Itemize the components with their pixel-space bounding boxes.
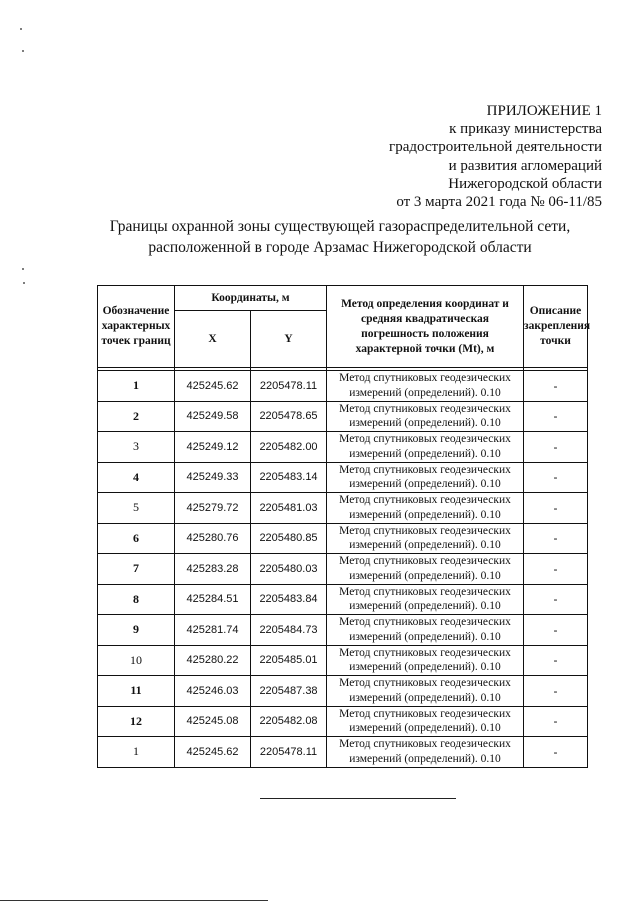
- method-cell: [327, 462, 524, 493]
- appendix-header: [342, 102, 602, 211]
- coord-y: 2205482.08: [251, 706, 327, 737]
- method-cell: [327, 676, 524, 707]
- coordinates-table: [97, 285, 591, 768]
- method-line: измерений (определений). 0.10: [349, 447, 501, 460]
- table-row: [98, 645, 588, 676]
- method-line: Метод спутниковых геодезических: [339, 646, 511, 659]
- bottom-edge-rule: [0, 900, 268, 901]
- method-line: Метод спутниковых геодезических: [339, 555, 511, 568]
- point-id: 9: [98, 615, 175, 646]
- point-id: 10: [98, 645, 175, 676]
- method-cell: [327, 493, 524, 524]
- coord-x: 425249.58: [175, 401, 251, 432]
- method-line: Метод спутниковых геодезических: [339, 707, 511, 720]
- description-cell: -: [524, 462, 588, 493]
- method-cell: [327, 523, 524, 554]
- method-cell: [327, 615, 524, 646]
- method-line: Метод спутниковых геодезических: [339, 402, 511, 415]
- method-cell: [327, 584, 524, 615]
- point-id: 4: [98, 462, 175, 493]
- description-cell: -: [524, 493, 588, 524]
- point-id: 7: [98, 554, 175, 585]
- table-row: [98, 554, 588, 585]
- header-method: Метод определения координат и средняя квадратическая погрешность положения характерной точки (Mt), м: [327, 286, 524, 368]
- coord-y: 2205480.85: [251, 523, 327, 554]
- table-row: [98, 737, 588, 768]
- coord-x: 425245.62: [175, 371, 251, 402]
- table-row: [98, 493, 588, 524]
- method-line: Метод спутниковых геодезических: [339, 372, 511, 385]
- coord-y: 2205478.65: [251, 401, 327, 432]
- coord-y: 2205478.11: [251, 737, 327, 768]
- point-id: 3: [98, 432, 175, 463]
- coord-x: 425280.22: [175, 645, 251, 676]
- table-row: [98, 676, 588, 707]
- coord-y: 2205484.73: [251, 615, 327, 646]
- method-line: Метод спутниковых геодезических: [339, 494, 511, 507]
- footer-rule: [260, 798, 456, 799]
- coord-x: 425284.51: [175, 584, 251, 615]
- point-id: 1: [98, 737, 175, 768]
- header-description: Описание закрепления точки: [524, 286, 588, 368]
- coord-y: 2205483.14: [251, 462, 327, 493]
- coord-y: 2205478.11: [251, 371, 327, 402]
- scan-speck: [20, 28, 22, 30]
- description-cell: -: [524, 523, 588, 554]
- table-row: [98, 706, 588, 737]
- point-id: 12: [98, 706, 175, 737]
- header-coordinates: Координаты, м: [175, 286, 327, 311]
- description-cell: -: [524, 401, 588, 432]
- appendix-order-date: от 3 марта 2021 года № 06-11/85: [396, 194, 602, 211]
- method-line: измерений (определений). 0.10: [349, 417, 501, 430]
- table-row: [98, 432, 588, 463]
- coord-x: 425283.28: [175, 554, 251, 585]
- coord-x: 425249.12: [175, 432, 251, 463]
- method-line: измерений (определений). 0.10: [349, 569, 501, 582]
- table-row: [98, 401, 588, 432]
- method-cell: [327, 371, 524, 402]
- method-line: Метод спутниковых геодезических: [339, 738, 511, 751]
- method-line: Метод спутниковых геодезических: [339, 616, 511, 629]
- method-line: измерений (определений). 0.10: [349, 600, 501, 613]
- scan-speck: [22, 268, 24, 270]
- coord-y: 2205483.84: [251, 584, 327, 615]
- method-cell: [327, 554, 524, 585]
- header-point: Обозначение характерных точек границ: [98, 286, 175, 368]
- header-y: Y: [251, 311, 327, 368]
- scan-speck: [23, 282, 25, 284]
- method-line: измерений (определений). 0.10: [349, 630, 501, 643]
- method-line: измерений (определений). 0.10: [349, 508, 501, 521]
- method-cell: [327, 401, 524, 432]
- point-id: 5: [98, 493, 175, 524]
- coord-x: 425245.62: [175, 737, 251, 768]
- coord-y: 2205485.01: [251, 645, 327, 676]
- coord-y: 2205487.38: [251, 676, 327, 707]
- table-row: [98, 615, 588, 646]
- document-title-line2: расположенной в городе Арзамас Нижегородской области: [148, 239, 532, 256]
- method-line: измерений (определений). 0.10: [349, 386, 501, 399]
- description-cell: -: [524, 676, 588, 707]
- method-line: Метод спутниковых геодезических: [339, 433, 511, 446]
- coord-y: 2205481.03: [251, 493, 327, 524]
- method-line: измерений (определений). 0.10: [349, 691, 501, 704]
- document-title-line1: Границы охранной зоны существующей газораспределительной сети,: [109, 218, 571, 235]
- coord-x: 425249.33: [175, 462, 251, 493]
- point-id: 1: [98, 371, 175, 402]
- method-cell: [327, 706, 524, 737]
- coord-x: 425281.74: [175, 615, 251, 646]
- method-line: измерений (определений). 0.10: [349, 752, 501, 765]
- table-row: [98, 523, 588, 554]
- header-x: X: [175, 311, 251, 368]
- appendix-line: к приказу министерства: [449, 121, 602, 138]
- method-line: Метод спутниковых геодезических: [339, 677, 511, 690]
- description-cell: -: [524, 584, 588, 615]
- method-line: измерений (определений). 0.10: [349, 539, 501, 552]
- method-line: Метод спутниковых геодезических: [339, 585, 511, 598]
- table-row: [98, 371, 588, 402]
- method-cell: [327, 432, 524, 463]
- method-cell: [327, 645, 524, 676]
- coord-x: 425245.08: [175, 706, 251, 737]
- document-title: [90, 216, 590, 258]
- description-cell: -: [524, 432, 588, 463]
- description-cell: -: [524, 615, 588, 646]
- coord-y: 2205482.00: [251, 432, 327, 463]
- method-line: измерений (определений). 0.10: [349, 661, 501, 674]
- coord-x: 425280.76: [175, 523, 251, 554]
- point-id: 2: [98, 401, 175, 432]
- method-line: Метод спутниковых геодезических: [339, 463, 511, 476]
- appendix-title: ПРИЛОЖЕНИЕ 1: [486, 103, 602, 119]
- table-row: [98, 462, 588, 493]
- method-line: Метод спутниковых геодезических: [339, 524, 511, 537]
- appendix-line: и развития агломераций: [448, 157, 602, 174]
- coord-x: 425246.03: [175, 676, 251, 707]
- description-cell: -: [524, 645, 588, 676]
- scan-speck: [22, 50, 24, 52]
- description-cell: -: [524, 706, 588, 737]
- point-id: 6: [98, 523, 175, 554]
- method-line: измерений (определений). 0.10: [349, 722, 501, 735]
- appendix-line: Нижегородской области: [448, 175, 602, 192]
- coord-y: 2205480.03: [251, 554, 327, 585]
- method-line: измерений (определений). 0.10: [349, 478, 501, 491]
- appendix-line: градостроительной деятельности: [389, 139, 602, 156]
- description-cell: -: [524, 371, 588, 402]
- coord-x: 425279.72: [175, 493, 251, 524]
- method-cell: [327, 737, 524, 768]
- point-id: 11: [98, 676, 175, 707]
- description-cell: -: [524, 737, 588, 768]
- table-row: [98, 584, 588, 615]
- description-cell: -: [524, 554, 588, 585]
- point-id: 8: [98, 584, 175, 615]
